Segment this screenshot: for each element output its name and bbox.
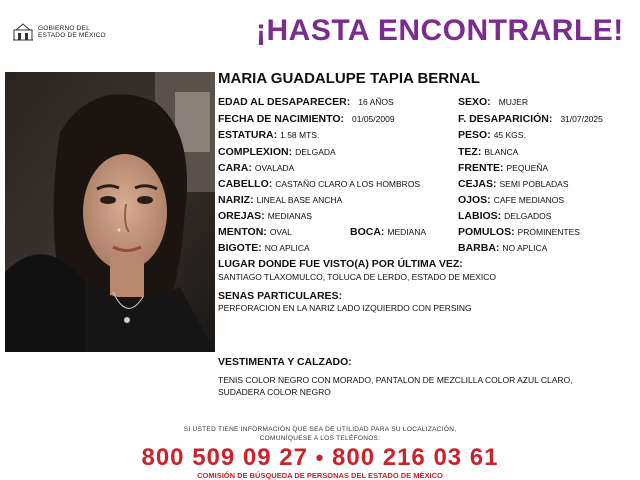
lugar-value: SANTIAGO TLAXOMULCO, TOLUCA DE LERDO, ESTADO DE MEXICO bbox=[218, 272, 497, 282]
field-label: NARIZ: bbox=[218, 194, 254, 206]
field-label: F. DESAPARICIÓN: bbox=[458, 113, 553, 125]
field-orejas bbox=[218, 210, 312, 222]
notice-line-1: SI USTED TIENE INFORMACIÓN QUE SEA DE UTILIDAD PARA SU LOCALIZACIÓN, bbox=[183, 426, 457, 433]
logo-line-1: GOBIERNO DEL bbox=[38, 25, 90, 32]
field-value: CAFE MEDIANOS bbox=[493, 195, 565, 205]
field-label: CEJAS: bbox=[458, 178, 497, 190]
field-value: 45 KGS. bbox=[493, 130, 526, 140]
field-label: ESTATURA: bbox=[218, 129, 278, 141]
field-cara bbox=[218, 162, 294, 174]
field-nacimiento bbox=[218, 113, 395, 125]
field-label: PESO: bbox=[458, 129, 491, 141]
phone-number-2[interactable]: 800 216 03 61 bbox=[332, 444, 499, 471]
field-barba bbox=[458, 242, 547, 254]
field-label: OREJAS: bbox=[218, 210, 265, 222]
field-value: OVAL bbox=[269, 227, 292, 237]
field-ojos bbox=[458, 194, 564, 206]
phone-number-1[interactable]: 800 509 09 27 bbox=[141, 444, 308, 471]
field-labios bbox=[458, 210, 551, 222]
field-value: LINEAL BASE ANCHA bbox=[256, 195, 343, 205]
person-name: MARIA GUADALUPE TAPIA BERNAL bbox=[218, 70, 480, 87]
field-value: PEQUEÑA bbox=[506, 163, 549, 173]
state-logo bbox=[12, 22, 106, 42]
state-emblem-icon bbox=[12, 22, 34, 42]
lugar-label: LUGAR DONDE FUE VISTO(A) POR ÚLTIMA VEZ: bbox=[218, 258, 463, 270]
field-peso bbox=[458, 129, 526, 141]
field-label: SEXO: bbox=[458, 96, 491, 108]
phone-separator: • bbox=[315, 445, 325, 470]
field-complexion bbox=[218, 146, 336, 158]
field-boca bbox=[350, 226, 426, 238]
field-pomulos bbox=[458, 226, 580, 238]
field-label: FECHA DE NACIMIENTO: bbox=[218, 113, 344, 125]
field-value: 31/07/2025 bbox=[560, 114, 603, 124]
field-label: CARA: bbox=[218, 162, 252, 174]
senas-label: SENAS PARTICULARES: bbox=[218, 290, 343, 302]
field-value: MEDIANA bbox=[387, 227, 427, 237]
field-estatura bbox=[218, 129, 319, 141]
field-label: TEZ: bbox=[458, 146, 482, 158]
field-label: LABIOS: bbox=[458, 210, 502, 222]
logo-line-2: ESTADO DE MÉXICO bbox=[38, 32, 106, 39]
field-label: BIGOTE: bbox=[218, 242, 262, 254]
missing-person-photo bbox=[5, 72, 215, 352]
field-value: DELGADA bbox=[295, 147, 336, 157]
vestimenta-label: VESTIMENTA Y CALZADO: bbox=[218, 356, 352, 368]
field-label: COMPLEXION: bbox=[218, 146, 293, 158]
field-label: BARBA: bbox=[458, 242, 500, 254]
field-cabello bbox=[218, 178, 420, 190]
field-sexo bbox=[458, 96, 528, 108]
field-tez bbox=[458, 146, 518, 158]
field-value: 01/05/2009 bbox=[352, 114, 395, 124]
field-desaparicion bbox=[458, 113, 603, 125]
field-menton bbox=[218, 226, 292, 238]
field-frente bbox=[458, 162, 548, 174]
senas-value: PERFORACION EN LA NARIZ LADO IZQUIERDO CON PERSING bbox=[218, 303, 472, 313]
field-label: CABELLO: bbox=[218, 178, 273, 190]
field-value: NO APLICA bbox=[502, 243, 548, 253]
field-value: 1.58 MTS. bbox=[280, 130, 320, 140]
field-edad bbox=[218, 96, 394, 108]
phone-numbers bbox=[0, 444, 640, 472]
logo-text bbox=[38, 25, 106, 39]
field-value: CASTAÑO CLARO A LOS HOMBROS bbox=[275, 179, 421, 189]
field-label: EDAD AL DESAPARECER: bbox=[218, 96, 351, 108]
field-label: OJOS: bbox=[458, 194, 491, 206]
field-value: MEDIANAS bbox=[267, 211, 313, 221]
field-value: SEMI POBLADAS bbox=[499, 179, 569, 189]
field-value: 16 AÑOS bbox=[358, 97, 394, 107]
field-value: OVALADA bbox=[254, 163, 295, 173]
field-value: DELGADOS bbox=[504, 211, 552, 221]
field-value: PROMINENTES bbox=[517, 227, 580, 237]
field-value: MUJER bbox=[498, 97, 528, 107]
field-label: MENTON: bbox=[218, 226, 267, 238]
field-label: POMULOS: bbox=[458, 226, 515, 238]
field-value: NO APLICA bbox=[264, 243, 310, 253]
field-bigote bbox=[218, 242, 310, 254]
field-cejas bbox=[458, 178, 568, 190]
field-nariz bbox=[218, 194, 342, 206]
vestimenta-line-2: SUDADERA COLOR NEGRO bbox=[218, 387, 331, 397]
notice-line-2: COMUNÍQUESE A LOS TELÉFONOS: bbox=[259, 435, 381, 442]
field-value: BLANCA bbox=[484, 147, 519, 157]
field-label: FRENTE: bbox=[458, 162, 504, 174]
field-label: BOCA: bbox=[350, 226, 385, 238]
headline: ¡HASTA ENCONTRARLE! bbox=[256, 14, 624, 47]
footer-commission: COMISIÓN DE BÚSQUEDA DE PERSONAS DEL ESTADO DE MÉXICO bbox=[197, 471, 443, 480]
vestimenta-line-1: TENIS COLOR NEGRO CON MORADO, PANTALON DE MEZCLILLA COLOR AZUL CLARO, bbox=[218, 375, 573, 385]
